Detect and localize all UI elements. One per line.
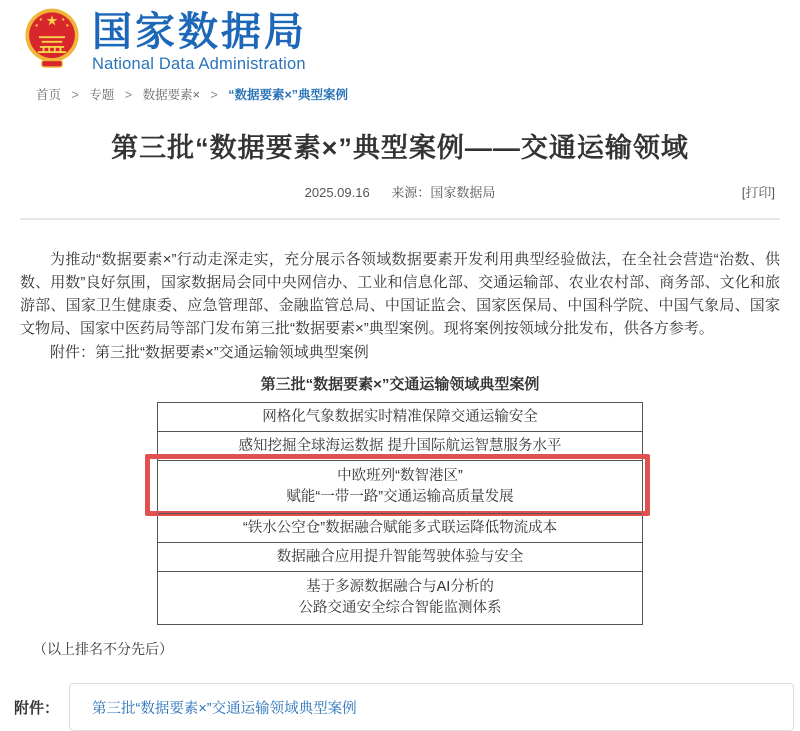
case-text: 基于多源数据融合与AI分析的 [306, 579, 494, 595]
page-title: 第三批“数据要素×”典型案例——交通运输领域 [111, 133, 689, 163]
site-brand [92, 8, 307, 74]
breadcrumb-separator: > [210, 88, 218, 102]
case-text: “铁水公空仓”数据融合赋能多式联运降低物流成本 [242, 520, 558, 536]
table-row [158, 542, 642, 571]
case-text: 中欧班列“数智港区” [337, 468, 463, 484]
breadcrumb-separator: > [71, 88, 79, 102]
attachment-section [14, 683, 794, 731]
breadcrumb-separator: > [124, 88, 133, 102]
case-text: 数据融合应用提升智能驾驶体验与安全 [276, 549, 524, 565]
case-text: 公路交通安全综合智能监测体系 [298, 600, 502, 616]
case-table-title: 第三批“数据要素×”交通运输领域典型案例 [260, 376, 540, 393]
print-button[interactable]: [打印] [741, 185, 775, 200]
attachment-link[interactable]: 第三批“数据要素×”交通运输领域典型案例 [92, 700, 357, 717]
article-meta [0, 182, 800, 201]
divider [20, 218, 780, 220]
breadcrumb-current[interactable]: “数据要素×”典型案例 [228, 88, 348, 102]
case-text: 网格化气象数据实时精准保障交通运输安全 [262, 409, 538, 425]
national-emblem-icon [24, 8, 80, 70]
table-row [158, 513, 642, 542]
article-paragraph: 为推动“数据要素×”行动走深走实，充分展示各领域数据要素开发利用典型经验做法，在全社会营造“治数、供数、用数”良好氛围，国家数据局会同中央网信办、工业和信息化部、交通运输部、农业农村部、商务部、文化和旅游部、国家卫生健康委、应急管理部、金融监管总局、中国证监会、国家医保局、中国科学院、中国气象局、国家文物局、国家中医药局等部门发布第三批“数据要素×”典型案例。现将案例按领域分批发布，供各方参考。 [20, 251, 780, 337]
table-row [158, 431, 642, 460]
breadcrumb-home[interactable]: 首页 [36, 88, 62, 102]
publish-date: 2025.09.16 [304, 185, 370, 200]
case-text: 感知挖掘全球海运数据 提升国际航运智慧服务水平 [238, 438, 562, 454]
ranking-note: （以上排名不分先后） [33, 641, 173, 657]
site-title-english: National Data Administration [92, 55, 306, 73]
table-row [158, 571, 642, 624]
breadcrumb-topics[interactable]: 专题 [89, 88, 115, 102]
attachment-box [69, 683, 794, 731]
breadcrumb [36, 85, 800, 103]
table-row [158, 403, 642, 431]
breadcrumb-data-element[interactable]: 数据要素× [142, 88, 200, 102]
attachment-label: 附件： [14, 699, 60, 717]
article-body [20, 248, 780, 364]
site-title: 国家数据局 [92, 10, 307, 54]
table-row-highlighted [158, 460, 642, 513]
attachment-inline-text: 附件：第三批“数据要素×”交通运输领域典型案例 [50, 344, 369, 361]
source-label: 来源：国家数据局 [391, 185, 496, 200]
site-header [0, 0, 800, 74]
case-text: 赋能“一带一路”交通运输高质量发展 [286, 489, 514, 505]
case-table [157, 402, 643, 625]
